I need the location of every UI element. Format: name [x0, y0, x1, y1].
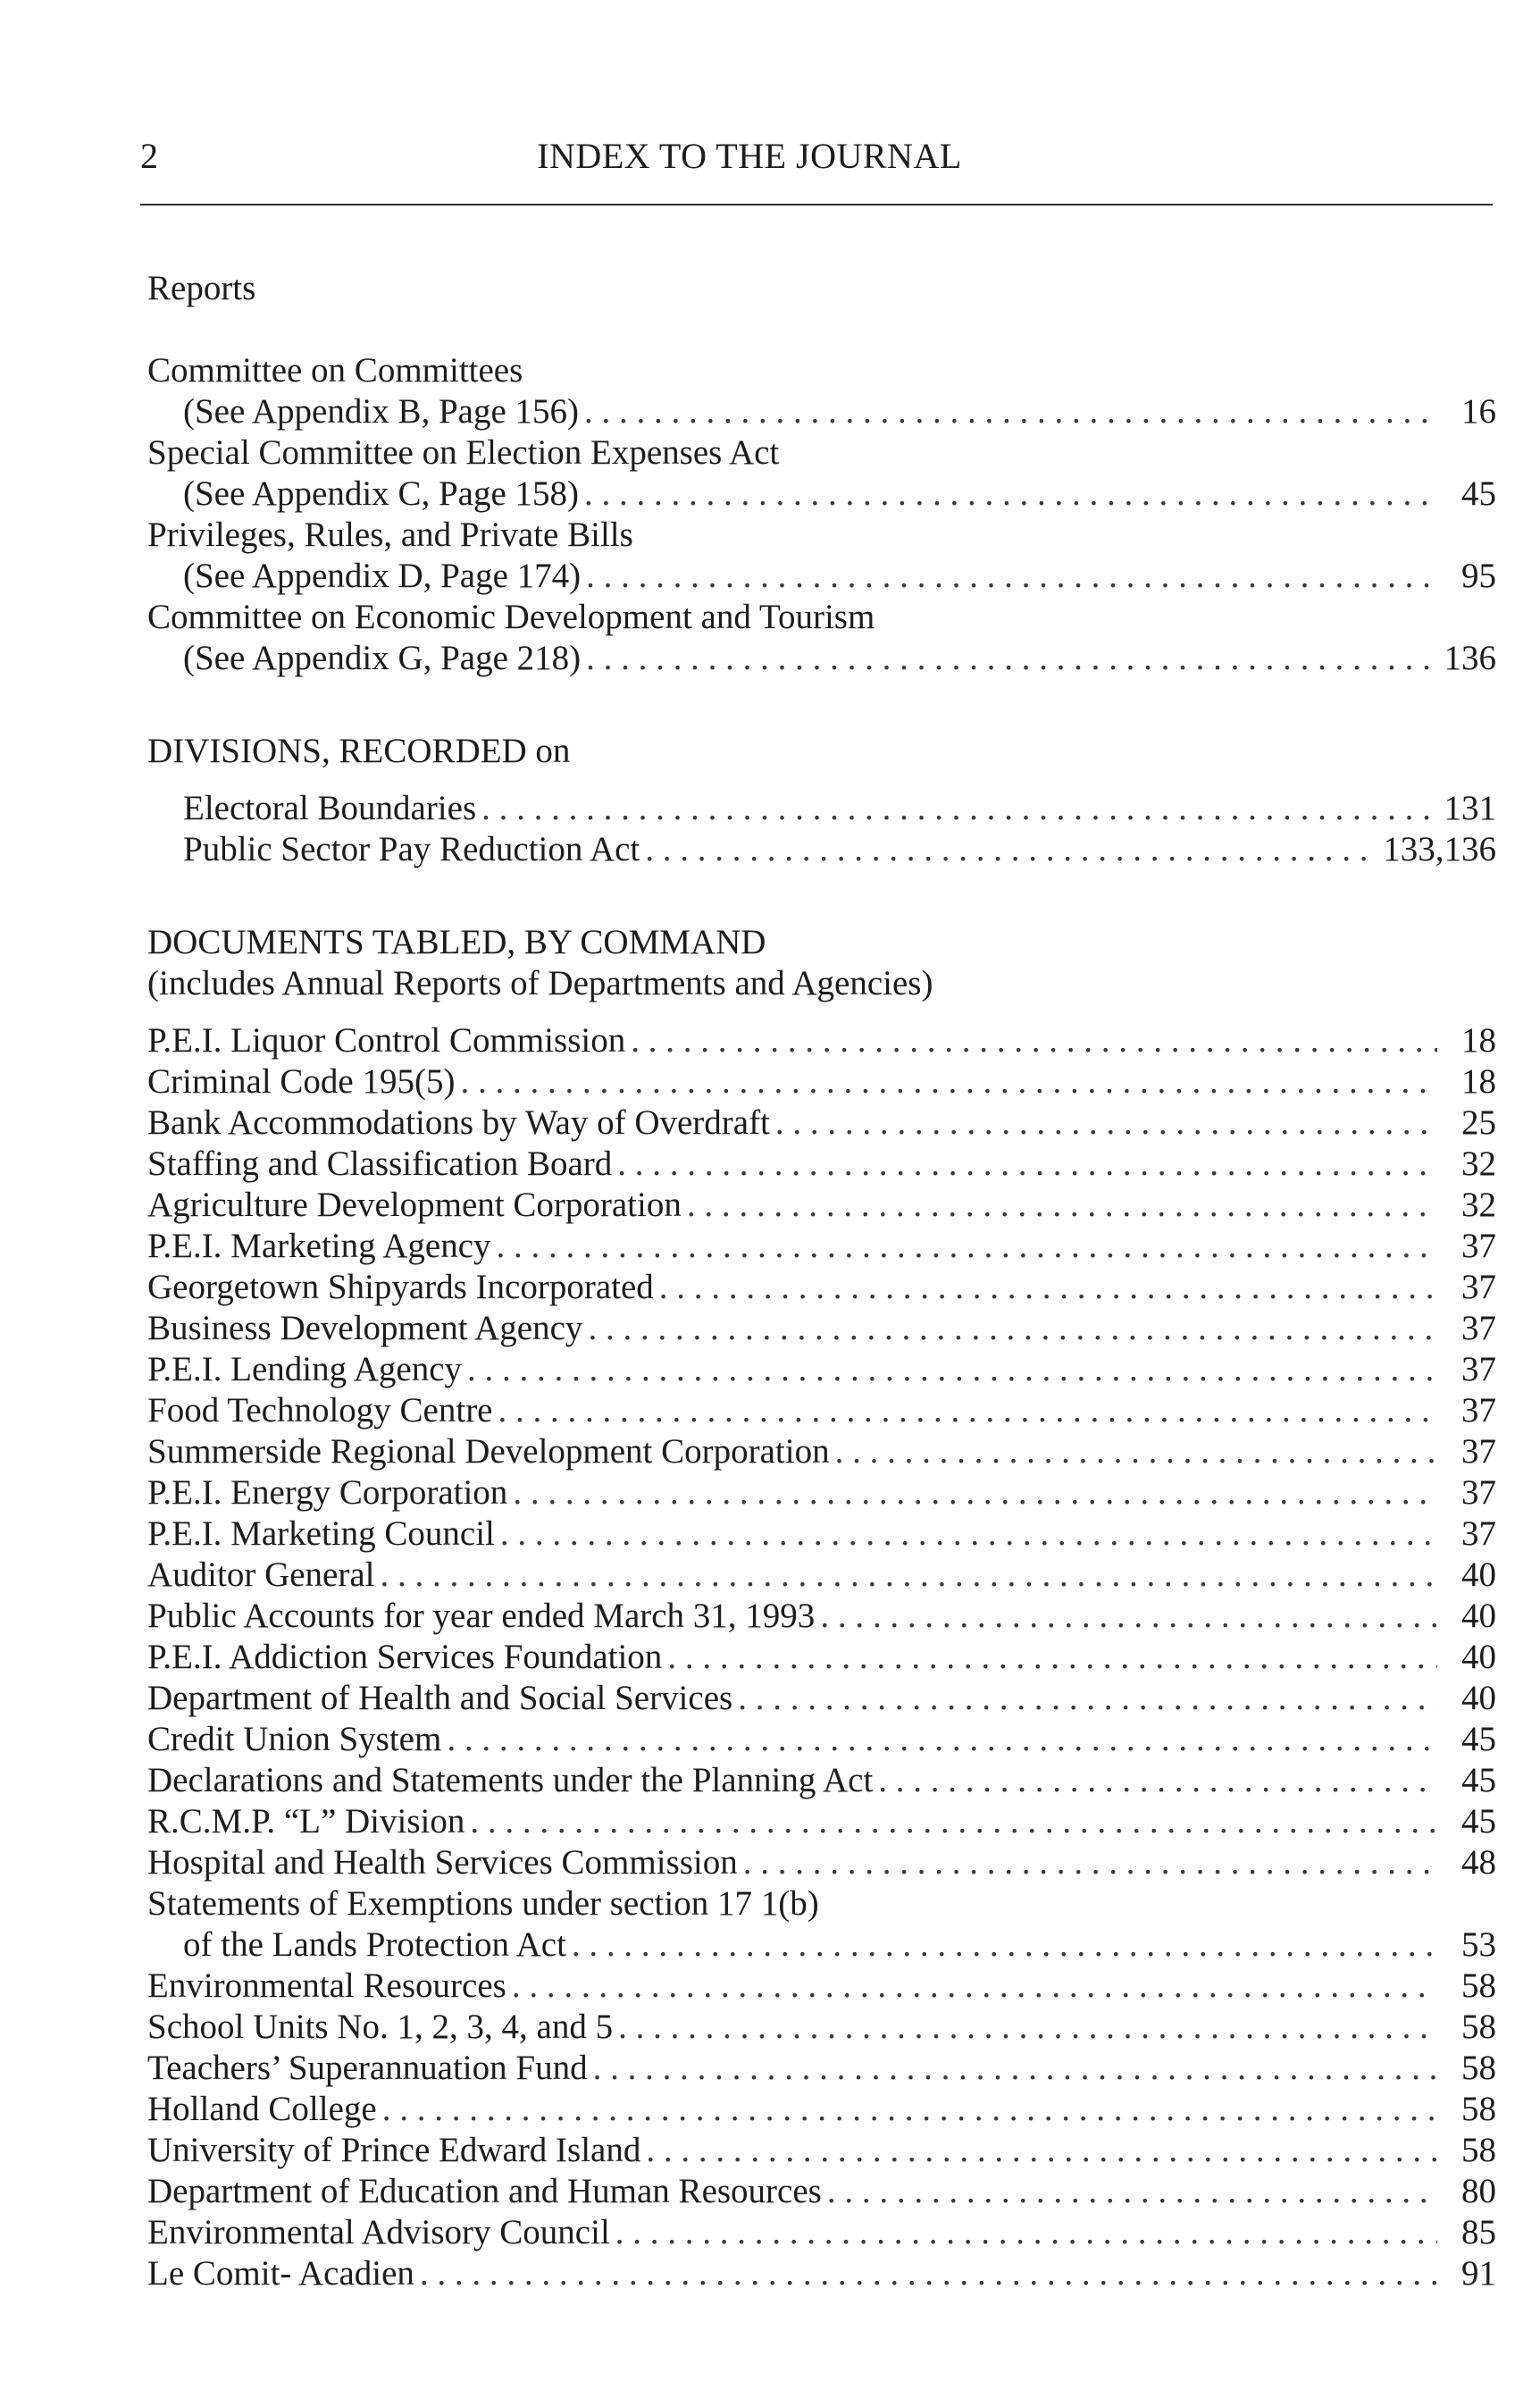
entry-title: School Units No. 1, 2, 3, 4, and 5: [147, 2008, 614, 2046]
entry-page-reference: 91: [1461, 2254, 1496, 2293]
dot-leader: [593, 2048, 1437, 2089]
entry-page-reference: 32: [1461, 1186, 1496, 1224]
entry-title: Auditor General: [147, 1555, 375, 1594]
page-header: [140, 134, 1507, 179]
entry-page-reference: 18: [1461, 1021, 1496, 1060]
entry-page-reference: 40: [1461, 1638, 1496, 1676]
index-entry-row: [147, 1719, 1496, 1760]
dot-leader: [617, 1144, 1437, 1185]
entry-title: Hospital and Health Services Commission: [147, 1843, 738, 1882]
entry-page-reference: 80: [1461, 2172, 1496, 2210]
entry-title: R.C.M.P. “L” Division: [147, 1802, 465, 1840]
dot-leader: [572, 1924, 1437, 1966]
dot-leader: [618, 2007, 1437, 2048]
entry-page-reference: 45: [1461, 1761, 1496, 1799]
index-entry-row: [147, 474, 1496, 515]
dot-leader: [447, 1719, 1437, 1760]
documents-subheading: (includes Annual Reports of Departments and Agencies): [147, 964, 933, 1002]
entry-page-reference: 37: [1461, 1391, 1496, 1430]
entry-page-reference: 45: [1461, 1802, 1496, 1840]
divisions-list: [147, 788, 1496, 870]
dot-leader: [512, 1966, 1437, 2007]
dot-leader: [586, 556, 1437, 597]
dot-leader: [775, 1103, 1437, 1144]
dot-leader: [645, 829, 1377, 870]
entry-page-reference: 37: [1461, 1350, 1496, 1388]
index-entry-row: [147, 2048, 1496, 2089]
entry-title: (See Appendix B, Page 156): [183, 392, 580, 431]
index-entry-row: [147, 638, 1496, 679]
index-entry-row: [147, 2253, 1496, 2294]
entry-title-line: Committee on Economic Development and Tourism: [147, 598, 875, 636]
entry-page-reference: 37: [1461, 1514, 1496, 1553]
entry-title: Public Sector Pay Reduction Act: [183, 830, 640, 868]
index-entry-row: [147, 556, 1496, 597]
entry-title: P.E.I. Energy Corporation: [147, 1473, 508, 1512]
entry-title: P.E.I. Marketing Agency: [147, 1227, 491, 1265]
index-entry-row: [147, 1144, 1496, 1185]
dot-leader: [615, 2212, 1437, 2253]
entry-title-line: Committee on Committees: [147, 351, 523, 390]
entry-title: P.E.I. Lending Agency: [147, 1350, 463, 1388]
index-entry-row: [147, 1267, 1496, 1308]
entry-title: Credit Union System: [147, 1720, 442, 1758]
index-entry-row: [147, 1349, 1496, 1390]
entry-title: University of Prince Edward Island: [147, 2131, 641, 2169]
dot-leader: [659, 1267, 1437, 1308]
dot-leader: [646, 2130, 1437, 2171]
entry-title: P.E.I. Marketing Council: [147, 1514, 495, 1553]
index-entry-row: [147, 2007, 1496, 2048]
dot-leader: [470, 1801, 1437, 1842]
entry-title: Food Technology Centre: [147, 1391, 493, 1430]
index-entry-row: [147, 2089, 1496, 2130]
entry-page-reference: 45: [1461, 474, 1496, 513]
entry-page-reference: 40: [1461, 1555, 1496, 1594]
index-entry-row: [147, 1431, 1496, 1472]
entry-page-reference: 58: [1461, 2090, 1496, 2128]
entry-page-reference: 37: [1461, 1227, 1496, 1265]
entry-page-reference: 95: [1461, 557, 1496, 595]
documents-heading: DOCUMENTS TABLED, BY COMMAND: [147, 923, 766, 961]
entry-title: Staffing and Classification Board: [147, 1144, 613, 1183]
entry-title: P.E.I. Addiction Services Foundation: [147, 1638, 663, 1676]
index-entry-row: [147, 1596, 1496, 1637]
index-entry-row: [147, 1966, 1496, 2007]
entry-page-reference: 58: [1461, 2049, 1496, 2087]
index-entry-row: [147, 391, 1496, 432]
index-entry-row: [183, 829, 1496, 870]
dot-leader: [382, 2089, 1437, 2130]
dot-leader: [467, 1349, 1437, 1390]
dot-leader: [584, 474, 1437, 515]
entry-title: Public Accounts for year ended March 31, 1993: [147, 1597, 816, 1635]
entry-page-reference: 45: [1461, 1720, 1496, 1758]
entry-page-reference: 131: [1444, 789, 1496, 827]
dot-leader: [497, 1226, 1437, 1267]
entry-page-reference: 37: [1461, 1473, 1496, 1512]
entry-title: P.E.I. Liquor Control Commission: [147, 1021, 626, 1060]
entry-page-reference: 32: [1461, 1144, 1496, 1183]
index-entry-row: [147, 1103, 1496, 1144]
entry-title: Electoral Boundaries: [183, 789, 477, 827]
index-entry-row: [147, 1760, 1496, 1801]
entry-page-reference: 37: [1461, 1432, 1496, 1471]
dot-leader: [460, 1061, 1437, 1103]
entry-title: Summerside Regional Development Corporation: [147, 1432, 830, 1471]
entry-title: Agriculture Development Corporation: [147, 1186, 682, 1224]
index-entry-row: [147, 1308, 1496, 1349]
dot-leader: [631, 1020, 1437, 1061]
index-entry-row: [147, 1020, 1496, 1061]
entry-page-reference: 40: [1461, 1597, 1496, 1635]
entry-page-reference: 18: [1461, 1062, 1496, 1101]
dot-leader: [420, 2253, 1437, 2294]
entry-page-reference: 16: [1461, 392, 1496, 431]
reports-heading: Reports: [147, 269, 256, 307]
index-entry-row: [147, 1390, 1496, 1431]
index-entry-row: [147, 1678, 1496, 1719]
dot-leader: [586, 638, 1437, 679]
index-entry-row: [147, 1924, 1496, 1966]
entry-page-reference: 58: [1461, 2008, 1496, 2046]
index-entry-row: [147, 1513, 1496, 1555]
entry-page-reference: 58: [1461, 1966, 1496, 2005]
entry-title: Environmental Resources: [147, 1966, 506, 2005]
dot-leader: [667, 1637, 1437, 1678]
index-entry-row: [147, 2212, 1496, 2253]
entry-title: of the Lands Protection Act: [183, 1925, 566, 1964]
entry-page-reference: 136: [1444, 639, 1496, 677]
dot-leader: [827, 2171, 1437, 2212]
entry-title-line: Special Committee on Election Expenses Act: [147, 433, 780, 472]
dot-leader: [687, 1185, 1437, 1226]
dot-leader: [743, 1842, 1437, 1883]
entry-page-reference: 53: [1461, 1925, 1496, 1964]
entry-title: Bank Accommodations by Way of Overdraft: [147, 1103, 770, 1142]
dot-leader: [498, 1390, 1438, 1431]
entry-page-reference: 25: [1461, 1103, 1496, 1142]
index-entry-row: [147, 2130, 1496, 2171]
entry-page-reference: 37: [1461, 1268, 1496, 1306]
dot-leader: [481, 788, 1437, 829]
entry-title: (See Appendix D, Page 174): [183, 557, 582, 595]
dot-leader: [584, 391, 1437, 432]
entry-title: Georgetown Shipyards Incorporated: [147, 1268, 654, 1306]
entry-page-reference: 58: [1461, 2131, 1496, 2169]
dot-leader: [878, 1760, 1437, 1801]
dot-leader: [381, 1555, 1438, 1596]
index-entry-row: [147, 1555, 1496, 1596]
entry-page-reference: 133,136: [1383, 830, 1496, 868]
entry-page-reference: 85: [1461, 2213, 1496, 2251]
index-entry-row: [183, 788, 1496, 829]
entry-title-line: Statements of Exemptions under section 17 1(b): [147, 1884, 819, 1923]
entry-title: (See Appendix G, Page 218): [183, 639, 582, 677]
index-content: [147, 268, 1496, 2294]
entry-title: Department of Health and Social Services: [147, 1679, 733, 1717]
entry-title: Holland College: [147, 2090, 377, 2128]
divisions-heading: DIVISIONS, RECORDED on: [147, 732, 571, 770]
index-entry-row: [147, 1185, 1496, 1226]
index-entry-row: [147, 1226, 1496, 1267]
dot-leader: [513, 1472, 1437, 1513]
entry-title: Environmental Advisory Council: [147, 2213, 610, 2251]
entry-title: Business Development Agency: [147, 1309, 583, 1347]
dot-leader: [500, 1513, 1437, 1555]
dot-leader: [738, 1678, 1437, 1719]
entry-page-reference: 37: [1461, 1309, 1496, 1347]
entry-title: Teachers’ Superannuation Fund: [147, 2049, 588, 2087]
index-entry-row: [147, 1637, 1496, 1678]
dot-leader: [820, 1596, 1437, 1637]
header-rule: [140, 204, 1493, 205]
index-entry-row: [147, 1061, 1496, 1103]
index-entry-row: [147, 1801, 1496, 1842]
entry-title: Department of Education and Human Resources: [147, 2172, 822, 2210]
dot-leader: [588, 1308, 1437, 1349]
reports-list: [147, 350, 1496, 679]
index-entry-row: [147, 1842, 1496, 1883]
running-title: INDEX TO THE JOURNAL: [537, 136, 962, 176]
entry-title: Le Comit- Acadien: [147, 2254, 414, 2293]
entry-page-reference: 40: [1461, 1679, 1496, 1717]
entry-title-line: Privileges, Rules, and Private Bills: [147, 516, 633, 554]
entry-title: (See Appendix C, Page 158): [183, 474, 580, 513]
entry-title: Declarations and Statements under the Planning Act: [147, 1761, 874, 1799]
dot-leader: [835, 1431, 1437, 1472]
page-number: 2: [140, 136, 158, 176]
entry-page-reference: 48: [1461, 1843, 1496, 1882]
entry-title: Criminal Code 195(5): [147, 1062, 456, 1101]
index-entry-row: [147, 2171, 1496, 2212]
index-entry-row: [147, 1472, 1496, 1513]
documents-list: [147, 1020, 1496, 2294]
